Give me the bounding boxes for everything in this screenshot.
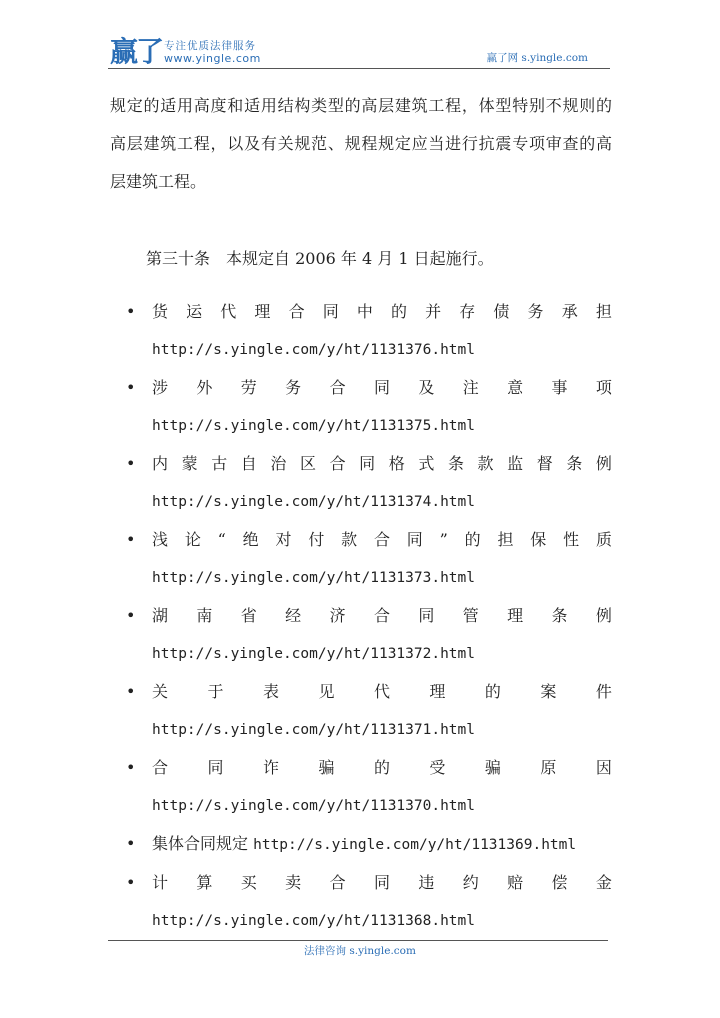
- link-url[interactable]: http://s.yingle.com/y/ht/1131373.html: [152, 570, 476, 586]
- list-item: [126, 864, 612, 940]
- bullet-icon: •: [126, 302, 136, 321]
- header-divider: [108, 68, 610, 69]
- list-item: [126, 749, 612, 825]
- page-footer[interactable]: 法律咨询 s.yingle.com: [304, 945, 416, 957]
- link-url[interactable]: http://s.yingle.com/y/ht/1131372.html: [152, 646, 476, 662]
- paragraph-line: 层建筑工程。: [110, 172, 207, 191]
- link-url[interactable]: http://s.yingle.com/y/ht/1131375.html: [152, 418, 476, 434]
- logo-slogan: 专注优质法律服务: [164, 40, 256, 52]
- logo-mark: 赢了: [110, 35, 163, 68]
- link-title[interactable]: 集体合同规定: [152, 834, 249, 853]
- bullet-icon: •: [126, 758, 136, 777]
- list-item: [126, 825, 612, 864]
- bullet-icon: •: [126, 682, 136, 701]
- related-links-list: [126, 293, 612, 940]
- link-title[interactable]: 合 同 诈 骗 的 受 骗 原 因: [152, 758, 612, 777]
- bullet-icon: •: [126, 454, 136, 473]
- list-item: [126, 597, 612, 673]
- link-inline: [152, 825, 612, 864]
- link-url[interactable]: http://s.yingle.com/y/ht/1131368.html: [152, 913, 476, 929]
- link-url[interactable]: http://s.yingle.com/y/ht/1131369.html: [253, 837, 577, 853]
- list-item: [126, 521, 612, 597]
- link-url[interactable]: http://s.yingle.com/y/ht/1131371.html: [152, 722, 476, 738]
- link-title[interactable]: 货 运 代 理 合 同 中 的 并 存 债 务 承 担: [152, 302, 612, 321]
- list-item: [126, 369, 612, 445]
- link-url[interactable]: http://s.yingle.com/y/ht/1131376.html: [152, 342, 476, 358]
- bullet-icon: •: [126, 530, 136, 549]
- site-link[interactable]: 赢了网 s.yingle.com: [486, 52, 588, 64]
- paragraph-line: 规定的适用高度和适用结构类型的高层建筑工程，体型特别不规则的: [110, 96, 612, 115]
- bullet-icon: •: [126, 834, 136, 853]
- link-title[interactable]: 计 算 买 卖 合 同 违 约 赔 偿 金: [152, 873, 612, 892]
- article-thirty: 第三十条 本规定自 2006 年 4 月 1 日起施行。: [146, 249, 494, 268]
- link-title[interactable]: 浅 论 “ 绝 对 付 款 合 同 ” 的 担 保 性 质: [152, 530, 612, 549]
- list-item: [126, 673, 612, 749]
- footer-divider: [108, 940, 608, 941]
- list-item: [126, 445, 612, 521]
- bullet-icon: •: [126, 873, 136, 892]
- page-header: [108, 36, 608, 70]
- link-url[interactable]: http://s.yingle.com/y/ht/1131374.html: [152, 494, 476, 510]
- bullet-icon: •: [126, 606, 136, 625]
- list-item: [126, 293, 612, 369]
- link-title[interactable]: 关 于 表 见 代 理 的 案 件: [152, 682, 612, 701]
- link-title[interactable]: 内 蒙 古 自 治 区 合 同 格 式 条 款 监 督 条 例: [152, 454, 612, 473]
- paragraph-line: 高层建筑工程，以及有关规范、规程规定应当进行抗震专项审查的高: [110, 134, 612, 153]
- body-paragraph: [110, 87, 612, 201]
- link-title[interactable]: 涉 外 劳 务 合 同 及 注 意 事 项: [152, 378, 612, 397]
- logo-url[interactable]: www.yingle.com: [164, 52, 261, 65]
- link-title[interactable]: 湖 南 省 经 济 合 同 管 理 条 例: [152, 606, 612, 625]
- bullet-icon: •: [126, 378, 136, 397]
- link-url[interactable]: http://s.yingle.com/y/ht/1131370.html: [152, 798, 476, 814]
